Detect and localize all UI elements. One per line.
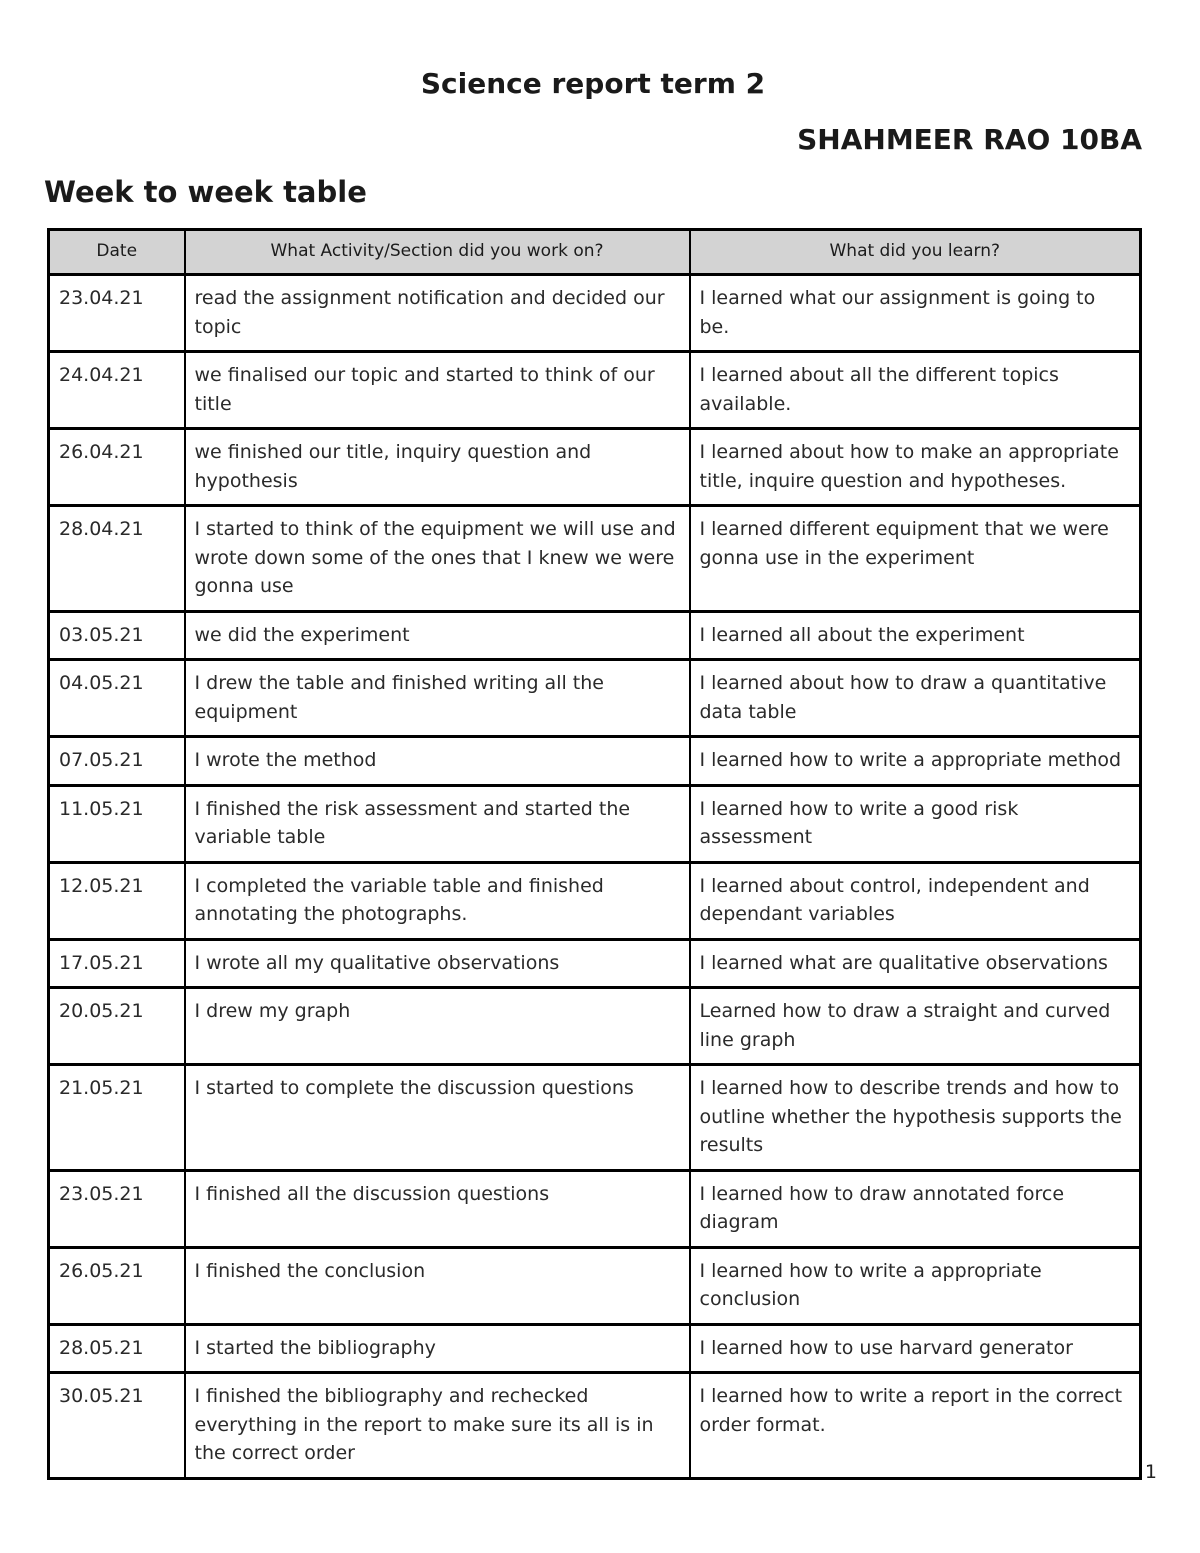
table-row	[49, 737, 1141, 786]
table-row	[49, 660, 1141, 737]
cell-activity: I started to think of the equipment we will use and wrote down some of the ones that I knew we were gonna use	[185, 506, 690, 612]
cell-learned: I learned about how to make an appropriate title, inquire question and hypotheses.	[690, 429, 1141, 506]
cell-activity: I started the bibliography	[185, 1324, 690, 1373]
cell-activity: I finished the bibliography and rechecked everything in the report to make sure its all is in the correct order	[185, 1373, 690, 1479]
section-heading: Week to week table	[44, 175, 367, 209]
cell-learned: I learned how to write a report in the correct order format.	[690, 1373, 1141, 1479]
cell-learned: I learned how to describe trends and how to outline whether the hypothesis supports the results	[690, 1065, 1141, 1171]
table-row	[49, 939, 1141, 988]
cell-learned: I learned how to write a appropriate method	[690, 737, 1141, 786]
cell-learned: Learned how to draw a straight and curved line graph	[690, 988, 1141, 1065]
table-row	[49, 1373, 1141, 1479]
cell-learned: I learned about how to draw a quantitative data table	[690, 660, 1141, 737]
table-row	[49, 352, 1141, 429]
cell-date: 12.05.21	[49, 862, 185, 939]
cell-learned: I learned about control, independent and dependant variables	[690, 862, 1141, 939]
cell-learned: I learned different equipment that we were gonna use in the experiment	[690, 506, 1141, 612]
week-to-week-table	[47, 228, 1142, 1480]
cell-date: 20.05.21	[49, 988, 185, 1065]
cell-activity: I wrote all my qualitative observations	[185, 939, 690, 988]
cell-date: 11.05.21	[49, 785, 185, 862]
table-row	[49, 862, 1141, 939]
table-row	[49, 429, 1141, 506]
cell-learned: I learned what are qualitative observations	[690, 939, 1141, 988]
author-name: SHAHMEER RAO 10BA	[797, 123, 1142, 156]
table-row	[49, 1324, 1141, 1373]
table-row	[49, 275, 1141, 352]
cell-activity: I wrote the method	[185, 737, 690, 786]
table-row	[49, 988, 1141, 1065]
page-number: 1	[1144, 1461, 1157, 1483]
cell-activity: read the assignment notification and decided our topic	[185, 275, 690, 352]
table-row	[49, 1065, 1141, 1171]
cell-activity: I drew my graph	[185, 988, 690, 1065]
header-row	[49, 230, 1141, 275]
cell-date: 04.05.21	[49, 660, 185, 737]
header-activity: What Activity/Section did you work on?	[185, 230, 690, 275]
cell-date: 26.05.21	[49, 1247, 185, 1324]
cell-learned: I learned how to write a good risk assessment	[690, 785, 1141, 862]
header-date: Date	[49, 230, 185, 275]
header-learned: What did you learn?	[690, 230, 1141, 275]
table-row	[49, 506, 1141, 612]
cell-activity: I finished the conclusion	[185, 1247, 690, 1324]
cell-learned: I learned how to draw annotated force diagram	[690, 1170, 1141, 1247]
cell-date: 23.05.21	[49, 1170, 185, 1247]
cell-activity: I finished all the discussion questions	[185, 1170, 690, 1247]
cell-learned: I learned how to use harvard generator	[690, 1324, 1141, 1373]
cell-date: 26.04.21	[49, 429, 185, 506]
document-title: Science report term 2	[420, 67, 766, 100]
cell-date: 30.05.21	[49, 1373, 185, 1479]
table-row	[49, 611, 1141, 660]
cell-activity: we finalised our topic and started to think of our title	[185, 352, 690, 429]
table-row	[49, 785, 1141, 862]
cell-date: 28.04.21	[49, 506, 185, 612]
table-row	[49, 1247, 1141, 1324]
cell-date: 28.05.21	[49, 1324, 185, 1373]
cell-activity: I drew the table and finished writing all the equipment	[185, 660, 690, 737]
cell-date: 23.04.21	[49, 275, 185, 352]
cell-learned: I learned all about the experiment	[690, 611, 1141, 660]
table-header	[49, 230, 1141, 275]
cell-learned: I learned about all the different topics available.	[690, 352, 1141, 429]
table-row	[49, 1170, 1141, 1247]
table-body	[49, 275, 1141, 1479]
cell-activity: I completed the variable table and finished annotating the photographs.	[185, 862, 690, 939]
cell-date: 17.05.21	[49, 939, 185, 988]
cell-date: 21.05.21	[49, 1065, 185, 1171]
cell-activity: we did the experiment	[185, 611, 690, 660]
cell-activity: I started to complete the discussion questions	[185, 1065, 690, 1171]
cell-date: 07.05.21	[49, 737, 185, 786]
cell-learned: I learned how to write a appropriate conclusion	[690, 1247, 1141, 1324]
cell-activity: I finished the risk assessment and started the variable table	[185, 785, 690, 862]
cell-date: 24.04.21	[49, 352, 185, 429]
cell-date: 03.05.21	[49, 611, 185, 660]
cell-learned: I learned what our assignment is going to be.	[690, 275, 1141, 352]
cell-activity: we finished our title, inquiry question and hypothesis	[185, 429, 690, 506]
